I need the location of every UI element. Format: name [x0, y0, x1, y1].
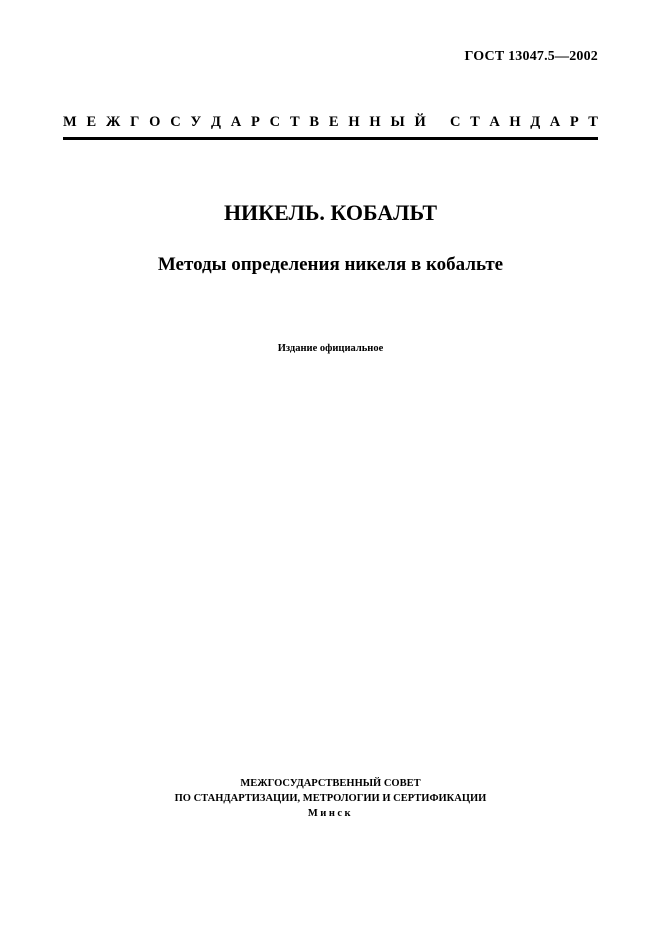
- document-subtitle: Методы определения никеля в кобальте: [157, 254, 504, 275]
- banner-letter: М: [63, 114, 77, 130]
- document-title: НИКЕЛЬ. КОБАЛЬТ: [223, 200, 438, 225]
- banner-letter: Д: [530, 114, 541, 130]
- banner-letter: Н: [348, 114, 360, 130]
- banner-letter: Д: [210, 114, 221, 130]
- banner-letter: Т: [289, 114, 300, 130]
- publisher-block: [0, 776, 661, 821]
- banner-letter: Ж: [105, 114, 121, 130]
- banner-letter: С: [170, 114, 181, 130]
- banner-letter: А: [549, 114, 561, 130]
- publisher-line-1: МЕЖГОСУДАРСТВЕННЫЙ СОВЕТ: [240, 778, 421, 789]
- standard-banner: [63, 114, 598, 131]
- banner-letter: Н: [369, 114, 381, 130]
- banner-letter: В: [309, 114, 320, 130]
- banner-letter: Й: [414, 114, 426, 130]
- publisher-city: Минск: [307, 808, 354, 819]
- banner-letter: Ы: [390, 114, 405, 130]
- banner-letter: Т: [470, 114, 480, 130]
- banner-letter: Г: [130, 114, 140, 130]
- banner-word-standard: [450, 114, 598, 131]
- banner-letter: С: [450, 114, 461, 130]
- banner-word-interstate: [63, 114, 426, 131]
- banner-letter: С: [269, 114, 281, 130]
- banner-letter: О: [149, 114, 161, 130]
- publisher-line-2: ПО СТАНДАРТИЗАЦИИ, МЕТРОЛОГИИ И СЕРТИФИКАЦИИ: [174, 793, 487, 804]
- banner-letter: Н: [509, 114, 521, 130]
- document-code: ГОСТ 13047.5—2002: [464, 49, 598, 64]
- banner-letter: А: [230, 114, 242, 130]
- banner-letter: Р: [251, 114, 260, 130]
- banner-letter: Р: [569, 114, 579, 130]
- banner-letter: Е: [86, 114, 97, 130]
- banner-letter: Е: [328, 114, 339, 130]
- banner-letter: Т: [588, 114, 598, 130]
- header-rule: [63, 137, 598, 140]
- edition-note: Издание официальное: [277, 343, 384, 354]
- banner-letter: А: [489, 114, 500, 130]
- banner-letter: У: [190, 114, 202, 130]
